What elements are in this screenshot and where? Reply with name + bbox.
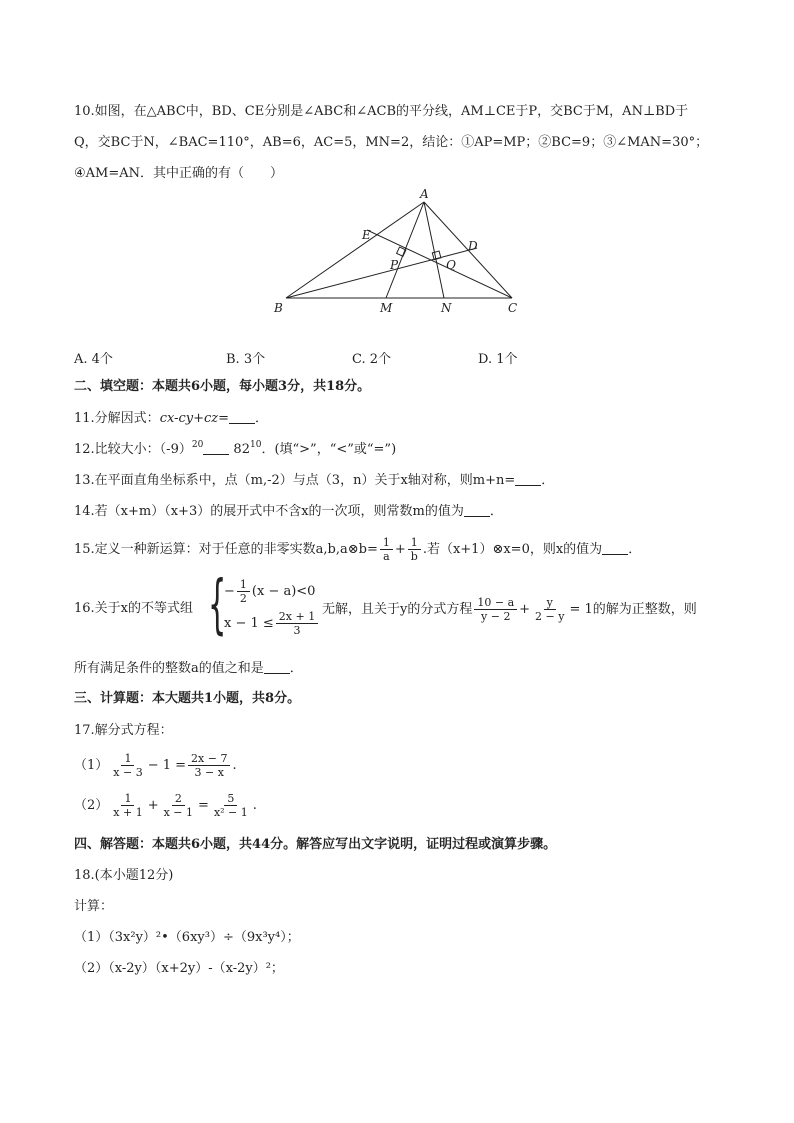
q18-part1: （1）（3x²y）²•（6xy³）÷（9x³y⁴）； (74, 930, 300, 945)
q14: 14.若（x+m）（x+3）的展开式中不含x的一次项，则常数m的值为 ． (74, 504, 503, 519)
label-Q: Q (446, 258, 456, 272)
q10-line3: ④AM=AN．其中正确的有（ ） (74, 166, 284, 181)
triangle-figure (270, 188, 530, 320)
label-B: B (274, 301, 283, 315)
q16-inequality-system: { − $\frac{1}{2}$ (x − a)<0 x − 1 ≤ $\frac{2x + 1}{3}$ (208, 576, 323, 642)
q10-line2: Q，交BC于N，∠BAC=110°，AB=6，AC=5，MN=2，结论：①AP=MP；②BC=9；③∠MAN=30°； (74, 135, 709, 150)
q13: 13.在平面直角坐标系中，点（m,-2）与点（3，n）关于x轴对称，则m+n= ． (74, 473, 555, 488)
label-N: N (441, 301, 452, 315)
option-c: C. 2个 (352, 352, 392, 367)
option-b: B. 3个 (226, 352, 266, 367)
q15: 15.定义一种新运算：对于任意的非零实数a,b,a⊗b= $\frac{1}{a}$ + $\frac{1}{b}$ .若（x+1）⊗x=0，则x的值为 ． (74, 536, 642, 563)
label-D: D (468, 239, 478, 253)
q18-subtitle: 计算： (74, 899, 114, 914)
q12: 12.比较大小：$(-9)^{20}$ $82^{10}$．(填“>”，“<”或“=”) (74, 440, 397, 457)
label-C: C (508, 301, 518, 315)
q17-part2: （2） $\frac{1}{x + 1}$ + $\frac{2}{x - 1}$ = $\frac{5}{\text{x² − 1}}$ . (74, 792, 257, 819)
label-M: M (380, 301, 393, 315)
q18-title: 18.(本小题12分) (74, 868, 174, 883)
q17-part1: （1） $\frac{1}{x - 3}$ − 1 = $\frac{2x - 7}{3 - x}$ . (74, 752, 237, 779)
q16-prefix: 16.关于x的不等式组 (74, 601, 194, 616)
q11: 11.分解因式：cx-cy+cz= ． (74, 411, 269, 426)
label-P: P (390, 258, 399, 272)
option-d: D. 1个 (478, 352, 518, 367)
section-3-heading: 三、计算题：本大题共1小题，共8分。 (74, 691, 301, 706)
q18-part2: （2）（x-2y）（x+2y）-（x-2y）²； (74, 961, 284, 976)
q10-line1: 10.如图，在△ABC中，BD、CE分别是∠ABC和∠ACB的平分线，AM⊥CE于P，交BC于M，AN⊥BD于 (74, 104, 689, 119)
q16-line2: 所有满足条件的整数a的值之和是 ． (74, 661, 303, 676)
section-4-heading: 四、解答题：本题共6小题，共44分。解答应写出文字说明，证明过程或演算步骤。 (74, 837, 557, 852)
label-A: A (420, 188, 429, 201)
section-2-heading: 二、填空题：本题共6小题，每小题3分，共18分。 (74, 379, 371, 394)
option-a: A. 4个 (74, 352, 113, 367)
label-E: E (362, 228, 371, 242)
q16-equation: 无解，且关于y的分式方程 $\frac{10 - a}{y - 2}$ + $\frac{y}{2 - y}$ = 1的解为正整数，则 (322, 596, 697, 623)
q17-title: 17.解分式方程： (74, 723, 173, 738)
